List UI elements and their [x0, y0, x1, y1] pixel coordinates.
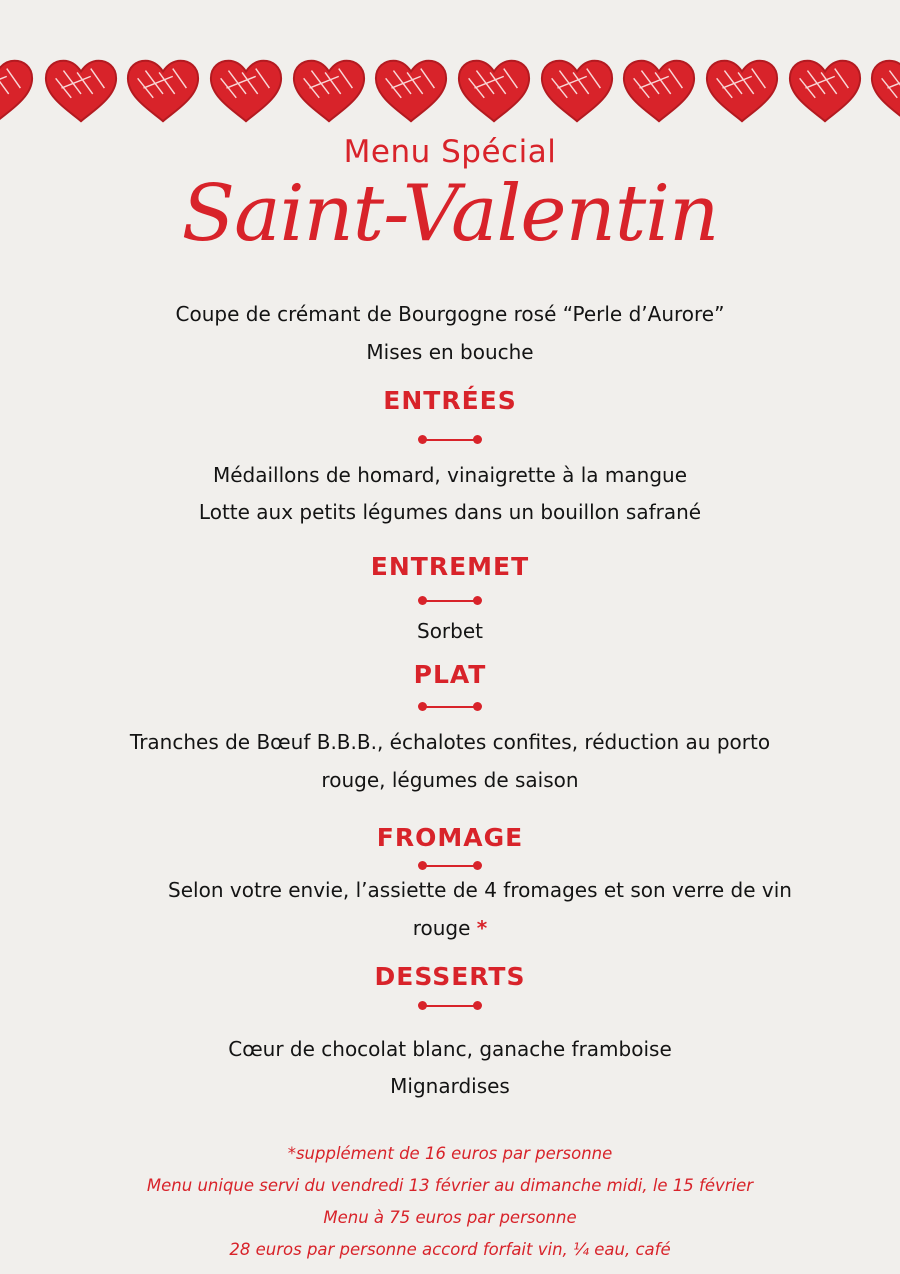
heart-icon: [703, 58, 781, 124]
intro-line: Mises en bouche: [366, 340, 534, 364]
section-title-desserts: DESSERTS: [374, 962, 526, 991]
section-title-plat: PLAT: [413, 660, 487, 689]
heart-icon: [0, 58, 36, 124]
section-title-entrees: ENTRÉES: [383, 386, 517, 415]
heart-icon: [290, 58, 368, 124]
menu-item: Cœur de chocolat blanc, ganache framboise: [228, 1037, 672, 1061]
footer-note: Menu unique servi du vendredi 13 février au dimanche midi, le 15 février: [146, 1176, 754, 1195]
menu-item: Sorbet: [417, 619, 483, 643]
menu-item: rouge, légumes de saison: [321, 768, 579, 792]
section-title-entremet: ENTREMET: [370, 552, 530, 581]
heart-icon: [868, 58, 900, 124]
heart-icon: [42, 58, 120, 124]
hearts-border: [0, 52, 900, 132]
menu-item-wrapped: [0, 918, 900, 938]
footer-note: Menu à 75 euros par personne: [323, 1208, 577, 1227]
section-divider: [418, 702, 482, 712]
page-title: Saint-Valentin: [181, 169, 719, 259]
menu-subtitle: Menu Spécial: [343, 134, 557, 170]
intro-line: Coupe de crémant de Bourgogne rosé “Perle d’Aurore”: [175, 302, 725, 326]
menu-item: Mignardises: [390, 1074, 510, 1098]
menu-item: Lotte aux petits légumes dans un bouillon safrané: [198, 500, 702, 524]
section-divider: [418, 596, 482, 606]
heart-icon: [124, 58, 202, 124]
section-title-fromage: FROMAGE: [376, 823, 524, 852]
footer-note: 28 euros par personne accord forfait vin, ¼ eau, café: [229, 1240, 671, 1259]
section-divider: [418, 435, 482, 445]
section-divider: [418, 861, 482, 871]
menu-item: Selon votre envie, l’assiette de 4 fromages et son verre de vin: [168, 878, 792, 902]
menu-item-text: rouge: [412, 916, 471, 940]
menu-item: Médaillons de homard, vinaigrette à la mangue: [212, 463, 688, 487]
heart-icon: [372, 58, 450, 124]
heart-icon: [620, 58, 698, 124]
supplement-marker: *: [476, 916, 488, 940]
heart-icon: [207, 58, 285, 124]
heart-icon: [455, 58, 533, 124]
menu-item: Tranches de Bœuf B.B.B., échalotes confites, réduction au porto: [129, 730, 771, 754]
heart-icon: [786, 58, 864, 124]
footer-note: *supplément de 16 euros par personne: [287, 1144, 613, 1163]
section-divider: [418, 1001, 482, 1011]
heart-icon: [538, 58, 616, 124]
